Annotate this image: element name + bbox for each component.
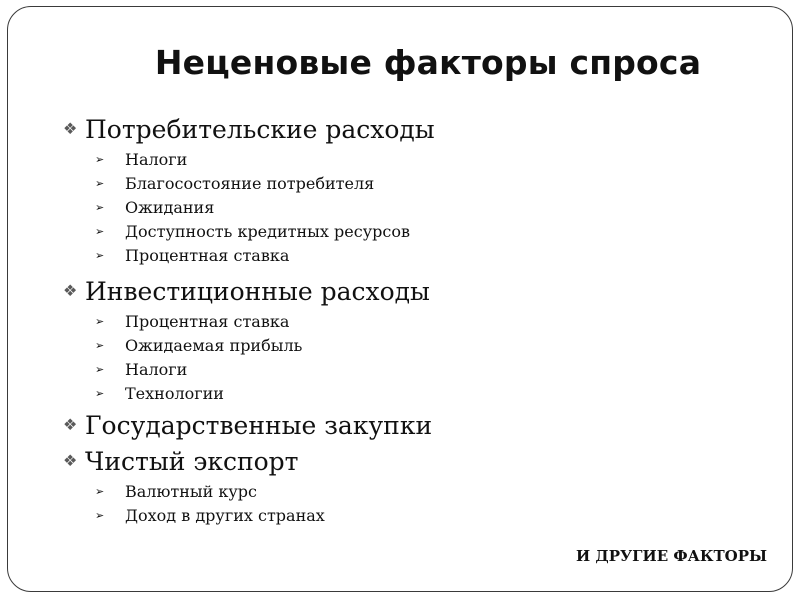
arrowhead-icon: ➢ — [95, 176, 105, 190]
list-item-text: Налоги — [125, 359, 188, 379]
list-item — [63, 333, 583, 357]
section-heading — [63, 111, 583, 147]
list-item-text: Валютный курс — [125, 481, 258, 501]
list-item-text: Ожидаемая прибыль — [125, 335, 303, 355]
arrowhead-icon: ➢ — [95, 484, 105, 498]
arrowhead-icon: ➢ — [95, 200, 105, 214]
diamond-bullet-icon: ❖ — [63, 415, 78, 434]
list-item-text: Ожидания — [125, 197, 215, 217]
diamond-bullet-icon: ❖ — [63, 451, 78, 470]
section-heading — [63, 273, 583, 309]
arrowhead-icon: ➢ — [95, 338, 105, 352]
footer-note: И ДРУГИЕ ФАКТОРЫ — [576, 547, 767, 565]
list-item-text: Процентная ставка — [125, 311, 290, 331]
list-item-text: Налоги — [125, 149, 188, 169]
list-item-text: Доход в других странах — [125, 505, 325, 525]
section-heading-text: Инвестиционные расходы — [85, 276, 430, 306]
list-item-text: Доступность кредитных ресурсов — [125, 221, 410, 241]
list-item — [63, 243, 583, 267]
sub-list — [63, 479, 583, 527]
arrowhead-icon: ➢ — [95, 362, 105, 376]
arrowhead-icon: ➢ — [95, 508, 105, 522]
list-item — [63, 219, 583, 243]
list-item — [63, 381, 583, 405]
slide-frame — [7, 6, 793, 592]
list-item — [63, 503, 583, 527]
list-item-text: Технологии — [125, 383, 224, 403]
sub-list — [63, 309, 583, 405]
list-item-text: Процентная ставка — [125, 245, 290, 265]
sub-list — [63, 147, 583, 267]
arrowhead-icon: ➢ — [95, 224, 105, 238]
list-item — [63, 195, 583, 219]
section-heading — [63, 443, 583, 479]
arrowhead-icon: ➢ — [95, 386, 105, 400]
list-item — [63, 479, 583, 503]
list-item — [63, 309, 583, 333]
list-item-text: Благосостояние потребителя — [125, 173, 375, 193]
list-item — [63, 357, 583, 381]
list-item — [63, 147, 583, 171]
section-heading — [63, 407, 583, 443]
list-item — [63, 171, 583, 195]
slide-title: Неценовые факторы спроса — [154, 43, 702, 82]
slide-content — [63, 111, 583, 529]
arrowhead-icon: ➢ — [95, 314, 105, 328]
section-heading-text: Потребительские расходы — [85, 114, 435, 144]
diamond-bullet-icon: ❖ — [63, 119, 78, 138]
arrowhead-icon: ➢ — [95, 248, 105, 262]
section-heading-text: Чистый экспорт — [85, 446, 299, 476]
diamond-bullet-icon: ❖ — [63, 281, 78, 300]
arrowhead-icon: ➢ — [95, 152, 105, 166]
section-heading-text: Государственные закупки — [85, 410, 433, 440]
